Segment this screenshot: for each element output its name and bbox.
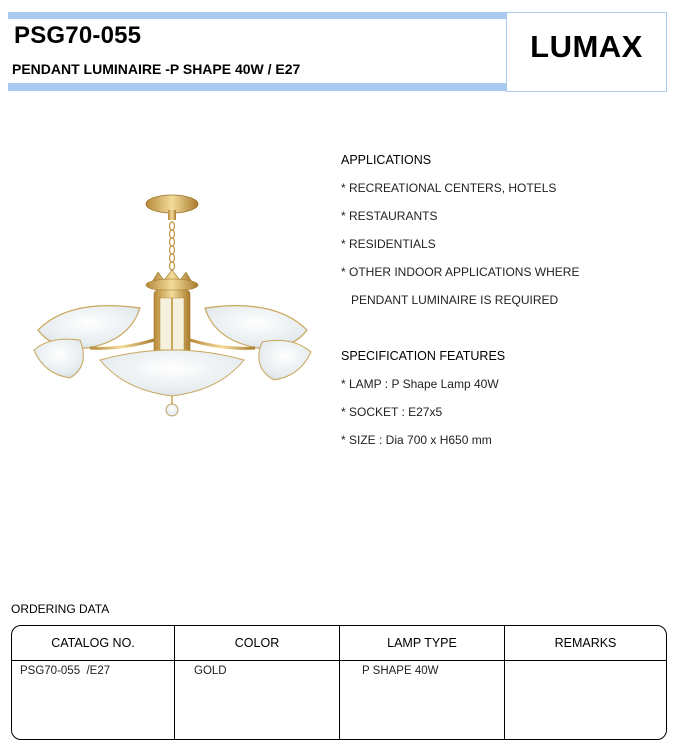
cell-lamp-type: P SHAPE 40W — [362, 665, 439, 677]
column-header-color: COLOR — [234, 636, 280, 650]
application-item: * OTHER INDOOR APPLICATIONS WHERE — [341, 265, 580, 279]
cell-catalog-no: PSG70-055 /E27 — [20, 665, 111, 677]
column-header-catalog: CATALOG NO. — [51, 636, 135, 650]
ordering-data-title: ORDERING DATA — [11, 602, 110, 616]
application-item: * RECREATIONAL CENTERS, HOTELS — [341, 181, 557, 195]
product-name: PENDANT LUMINAIRE -P SHAPE 40W / E27 — [12, 61, 301, 77]
brand-logo-box — [506, 12, 667, 92]
specification-heading: SPECIFICATION FEATURES — [341, 349, 506, 363]
spec-item-size: * SIZE : Dia 700 x H650 mm — [341, 433, 492, 447]
header-bottom-bar — [8, 83, 506, 91]
application-item-continued: PENDANT LUMINAIRE IS REQUIRED — [341, 293, 559, 307]
ordering-table — [11, 625, 667, 740]
product-code: PSG70-055 — [14, 22, 142, 49]
application-item: * RESTAURANTS — [341, 209, 438, 223]
spec-item-socket: * SOCKET : E27x5 — [341, 405, 443, 419]
cell-color: GOLD — [194, 665, 227, 677]
title-block — [8, 12, 506, 92]
column-header-lamp-type: LAMP TYPE — [387, 636, 457, 650]
brand-logo: LUMAX — [530, 29, 643, 64]
column-header-remarks: REMARKS — [554, 636, 617, 650]
chandelier-image — [30, 190, 315, 430]
header-divider — [12, 660, 666, 661]
application-item: * RESIDENTIALS — [341, 237, 436, 251]
spec-item-lamp: * LAMP : P Shape Lamp 40W — [341, 377, 499, 391]
header-top-bar — [8, 12, 506, 19]
applications-heading: APPLICATIONS — [341, 153, 432, 167]
